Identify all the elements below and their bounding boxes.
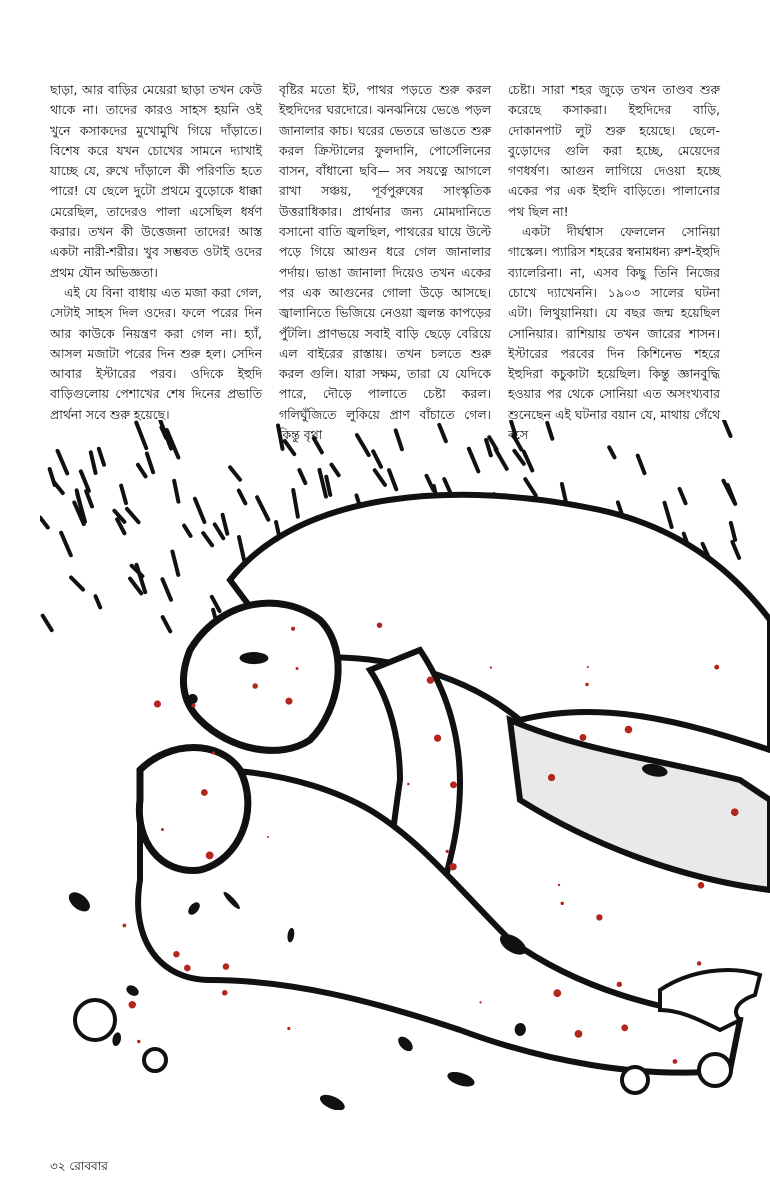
stone [144,1049,166,1071]
hatch-stroke [239,537,244,560]
text-column-2 [279,80,491,445]
red-ink-spot [698,882,705,889]
red-ink-spot [553,989,561,997]
hatch-stroke [96,596,101,607]
red-ink-spot [617,982,622,987]
red-ink-spot [407,783,410,786]
stone [699,1054,731,1086]
paragraph: একটা দীর্ঘশ্বাস ফেললেন সোনিয়া গাস্কেল। প্যারিস শহরের স্বনামধন্য রুশ-ইহুদি ব্যালেরিনা। না, এসব কিছু তিনি নিজের চোখে দ্যাখেননি। ১৯০৩ সালের ঘটনা এটা। লিথুয়ানিয়া। যে বছর জন্ম হয়েছিল সোনিয়ার। রাশিয়ায় তখন জারের শাসন। ইস্টারের পরবের দিন কিশিনেভ শহরে ইহুদিরা কচুকাটা হয়েছিল। কিন্তু জ্ঞানবুদ্ধি হওয়ার পর থেকে সোনিয়া এত অসংখ্যবার শুনেছেন এই ঘটনার বয়ান যে, মাথায় গেঁথে বসে [508,224,720,443]
hatch-stroke [665,503,672,527]
victim-head-shape [139,748,247,871]
hatch-stroke [40,517,48,527]
hatch-stroke [163,617,171,631]
hatch-stroke [71,577,83,589]
hatch-stroke [396,430,402,449]
red-ink-spot [161,828,164,831]
red-ink-spot [212,751,215,754]
hatch-stroke [525,479,535,495]
hatch-stroke [278,426,282,449]
paragraph: বৃষ্টির মতো ইট, পাথর পড়তে শুরু করল ইহুদিদের ঘরদোরে। ঝনঝনিয়ে ভেঙে পড়ল জানালার কাচ। ঘরের ভেতরে ভাঙতে শুরু করল ক্রিস্টালের ফুলদানি, পোর্সেলিনের বাসন, বাঁধানো ছবি— সব সযত্নে আগলে রাখা সঞ্চয়, পূর্বপুরুষের সাংস্কৃতিক উত্তরাধিকার। প্রার্থনার জন্য মোমদানিতে বসানো বাতি জ্বলছিল, পাথরের ঘায়ে উল্টে পড়ে গিয়ে আগুন ধরে গেল জানালার পর্দায়। ভাঙা জানালা দিয়েও তখন একের পর এক আগুনের গোলা উড়ে আসছে। জ্বালানিতে ভিজিয়ে নেওয়া জ্বলন্ত কাপড়ের পুঁটলি। প্রাণভয়ে সবাই বাড়ি ছেড়ে বেরিয়ে এল বাইরের রাস্তায়। তখন চলতে শুরু করল গুলি। যারা সক্ষম, তারা যে যেদিকে পারে, দৌড়ে পালাতে চেষ্টা করল। গলিঘুঁজিতে লুকিয়ে প্রাণ বাঁচাতে গেল। কিন্তু বৃথা [279,82,491,443]
red-ink-spot [296,667,299,670]
hatch-stroke [174,481,178,502]
red-ink-spot [673,1059,678,1064]
hatch-stroke [138,465,146,477]
hatch-stroke [332,465,339,476]
red-ink-spot [697,961,701,965]
hatch-stroke [195,499,204,522]
red-ink-spot [479,1001,481,1003]
red-ink-spot [575,1030,583,1038]
attacker-head-shape [183,603,338,750]
attacker-leg-shape [510,720,770,890]
red-ink-spot [446,850,449,853]
illustration-drawing [40,420,770,1110]
hatch-stroke [61,533,71,555]
hatch-stroke [203,533,212,545]
ink-patch [446,1069,477,1089]
red-ink-spot [201,789,208,796]
ink-illustration [40,420,770,1110]
red-ink-spot [267,836,269,838]
hatch-stroke [389,470,396,489]
hatch-stroke [469,449,478,472]
hatch-stroke [223,515,228,534]
hatch-stroke [121,486,126,503]
hatch-stroke [375,470,385,485]
hatch-stroke [299,470,305,483]
red-ink-spot [714,665,719,670]
hatch-stroke [127,509,139,522]
red-ink-spot [450,781,457,788]
hatch-stroke [50,469,55,485]
paragraph: ছাড়া, আর বাড়ির মেয়েরা ছাড়া তখন কেউ থাকে না। তাদের কারও সাহস হয়নি ওই খুনে কসাকদের মুখোমুখি গিয়ে দাঁড়াতে। বিশেষ করে যখন চোখের সামনে দ্যাখাই যাচ্ছে যে, রুখে দাঁড়ালে কী পরিণতি হতে পারে! যে ছেলে দুটো প্রথমে বুড়োকে ধাক্কা মেরেছিল, তাদেরও পালা এসেছিল ধর্ষণ করার। তখন কী উত্তেজনা তাদের! আস্ত একটা নারী-শরীর। খুব সম্ভবত ওটাই ওদের প্রথম যৌন অভিজ্ঞতা। [50,82,262,280]
hatch-stroke [162,579,171,600]
red-ink-spot [184,965,191,972]
red-ink-spot [223,963,230,970]
red-ink-spot [173,951,179,957]
red-ink-spot [206,851,214,859]
hatch-stroke [732,542,739,558]
hatch-stroke [91,452,96,473]
hatch-stroke [547,423,552,439]
red-ink-spot [222,990,228,996]
red-ink-spot [285,698,292,705]
red-ink-spot [490,666,492,668]
hatch-stroke [184,526,191,536]
hatch-stroke [495,449,506,469]
paragraph: চেষ্টা। সারা শহর জুড়ে তখন তাণ্ডব শুরু করেছে কসাকরা। ইহুদিদের বাড়ি, দোকানপাট লুট শুরু হয়েছে। ছেলে-বুড়োদের গুলি করা হচ্ছে, মেয়েদের গণধর্ষণ। আগুন লাগিয়ে দেওয়া হচ্ছে একের পর এক ইহুদি বাড়িতে। পালানোর পথ ছিল না! [508,82,720,219]
stone [75,1000,115,1040]
red-ink-spot [585,683,588,686]
hatch-stroke [239,491,246,504]
red-ink-spot [123,924,127,928]
hatch-stroke [314,438,322,452]
red-ink-spot [731,808,739,816]
hatch-stroke [147,453,153,472]
page-footer: ৩২ রোববার [50,1159,108,1173]
ink-patch [125,983,141,998]
red-ink-spot [287,1027,290,1030]
red-ink-spot [129,1001,136,1008]
ink-patch [395,1034,415,1054]
ink-patch [111,1031,122,1046]
hatch-stroke [172,552,178,575]
red-ink-spot [621,1024,628,1031]
hatch-stroke [731,523,735,540]
hatch-stroke [680,489,686,503]
red-ink-spot [154,700,161,707]
hatch-stroke [609,447,614,457]
red-ink-spot [580,734,587,741]
text-column-1 [50,80,262,425]
hatch-stroke [230,467,240,479]
hatch-stroke [513,435,521,449]
red-ink-spot [377,622,382,627]
hatch-stroke [215,524,224,538]
red-ink-spot [192,704,196,708]
ink-patch [318,1092,347,1110]
red-ink-spot [561,902,564,905]
red-ink-spot [596,914,602,920]
red-ink-spot [427,676,434,683]
hatch-stroke [58,451,68,474]
hatch-stroke [373,451,381,467]
red-ink-spot [137,1040,140,1043]
hatch-stroke [81,471,89,491]
hatch-stroke [136,423,146,449]
red-ink-spot [434,735,441,742]
red-ink-spot [625,726,633,734]
hatch-stroke [293,490,298,517]
hatch-stroke [43,616,52,630]
red-ink-spot [449,863,456,870]
ink-patch [65,889,93,916]
hatch-stroke [724,420,731,436]
red-ink-spot [558,884,560,886]
hatch-stroke [99,449,104,465]
hatch-stroke [285,441,294,454]
hatch-stroke [86,491,92,506]
red-ink-spot [252,683,257,688]
hatch-stroke [319,470,325,497]
hatch-stroke [511,422,515,435]
hatch-stroke [638,456,645,474]
hatch-stroke [439,425,446,441]
hatch-stroke [257,497,268,519]
hatch-stroke [524,452,532,471]
article-body [50,80,720,443]
hatch-stroke [427,476,434,490]
red-ink-spot [291,627,295,631]
red-ink-spot [548,774,555,781]
text-column-3 [508,80,720,445]
stone [622,1067,648,1093]
paragraph: এই যে বিনা বাধায় এত মজা করা গেল, সেটাই সাহস দিল ওদের। ফলে পরের দিন আর কাউকে নিয়ন্ত্রণ করা গেল না। হ্যাঁ, আসল মজাটা পরের দিন শুরু হল। সেদিন আবার ইস্টারের পরব। ওদিকে ইহুদি বাড়িগুলোয় পেশাখের শেষ দিনের প্রভাতি প্রার্থনা সবে শুরু হয়েছে। [50,284,262,422]
hatch-stroke [357,435,369,455]
red-ink-spot [587,666,589,668]
